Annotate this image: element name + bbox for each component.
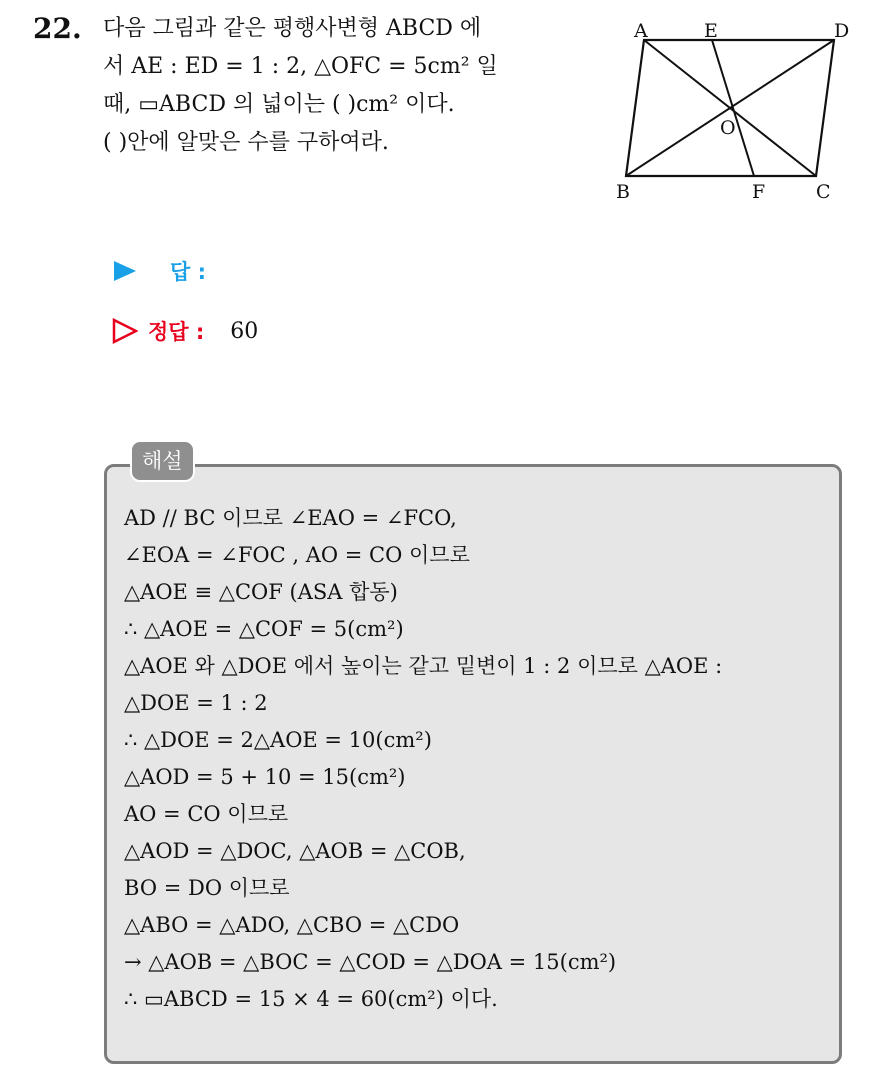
question-text xyxy=(103,10,588,162)
solution-line-4: ∴ △AOE = △COF = 5(cm²) xyxy=(124,617,404,641)
solution-tag: 해설 xyxy=(130,440,195,482)
answer-row xyxy=(112,256,206,286)
correct-answer-value: 60 xyxy=(230,318,259,344)
vertex-label-c: C xyxy=(816,181,831,203)
segment-ef xyxy=(712,40,754,176)
correct-answer-row xyxy=(112,316,258,346)
solution-line-5: △AOE 와 △DOE 에서 높이는 같고 밑변이 1 : 2 이므로 △AOE : xyxy=(124,654,723,678)
solution-line-6: △DOE = 1 : 2 xyxy=(124,691,268,715)
outline-arrow-icon xyxy=(112,318,138,344)
solution-line-10: △AOD = △DOC, △AOB = △COB, xyxy=(124,839,466,863)
solution-line-7: ∴ △DOE = 2△AOE = 10(cm²) xyxy=(124,728,432,752)
point-label-e: E xyxy=(704,20,718,42)
solution-line-8: △AOD = 5 + 10 = 15(cm²) xyxy=(124,765,406,789)
correct-answer-label: 정답 : xyxy=(148,320,205,344)
question-line-1: 다음 그림과 같은 평행사변형 ABCD 에 xyxy=(103,16,482,41)
solution-line-14: ∴ ▭ABCD = 15 × 4 = 60(cm²) 이다. xyxy=(124,987,498,1011)
solution-line-9: AO = CO 이므로 xyxy=(124,802,289,826)
parallelogram-figure xyxy=(612,18,862,208)
vertex-label-d: D xyxy=(834,20,850,42)
solution-line-3: △AOE ≡ △COF (ASA 합동) xyxy=(124,580,398,604)
question-line-3: 때, ▭ABCD 의 넓이는 ( )cm² 이다. xyxy=(103,92,455,117)
solution-lines xyxy=(124,500,836,1018)
solution-line-11: BO = DO 이므로 xyxy=(124,876,290,900)
answer-label: 답 : xyxy=(170,260,206,284)
question-line-4: ( )안에 알맞은 수를 구하여라. xyxy=(103,130,389,155)
question-line-2: 서 AE : ED = 1 : 2, △OFC = 5cm² 일 xyxy=(103,54,498,79)
solution-line-1: AD // BC 이므로 ∠EAO = ∠FCO, xyxy=(124,506,457,530)
question-number: 22. xyxy=(33,12,82,45)
play-arrow-icon xyxy=(112,259,138,283)
vertex-label-a: A xyxy=(634,20,648,42)
diagonal-bd xyxy=(626,40,834,176)
point-label-o: O xyxy=(720,117,736,139)
point-label-f: F xyxy=(752,181,766,203)
solution-line-2: ∠EOA = ∠FOC , AO = CO 이므로 xyxy=(124,543,470,567)
vertex-label-b: B xyxy=(616,181,630,203)
solution-line-13: → △AOB = △BOC = △COD = △DOA = 15(cm²) xyxy=(124,950,617,974)
solution-line-12: △ABO = △ADO, △CBO = △CDO xyxy=(124,913,460,937)
